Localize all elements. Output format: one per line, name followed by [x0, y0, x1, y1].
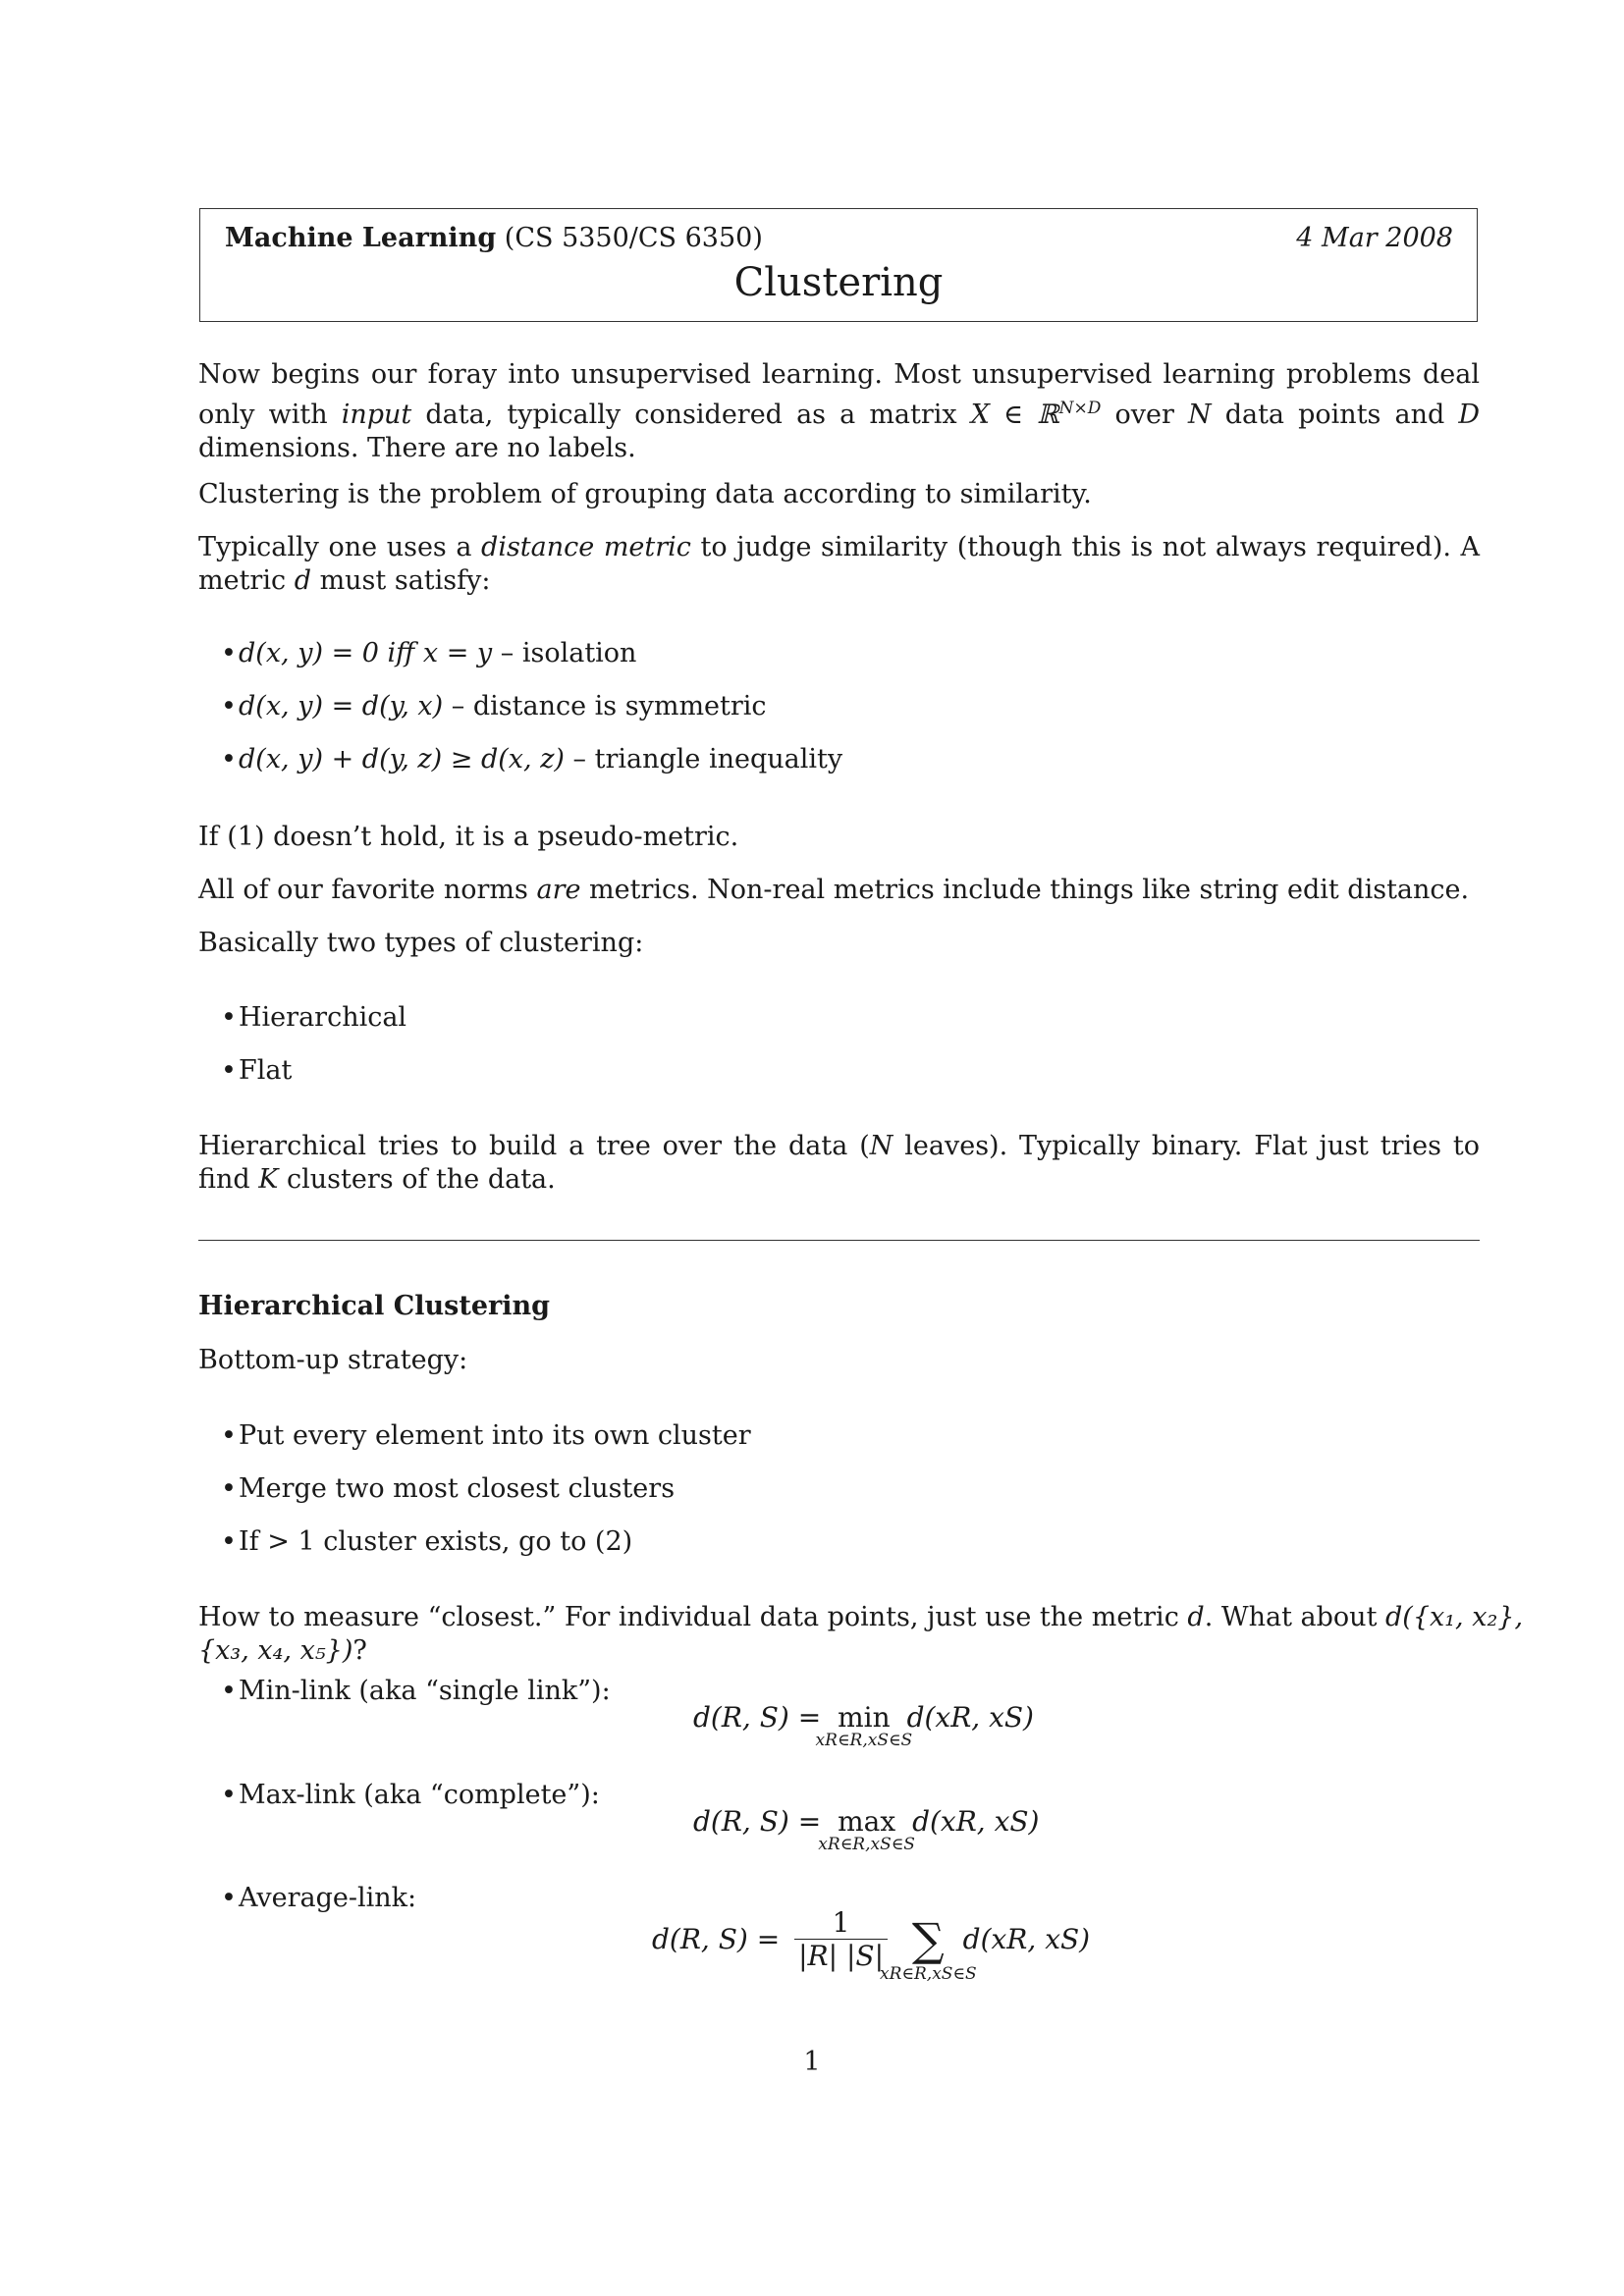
intro-paragraph: Now begins our foray into unsupervised learning. Most unsupervised learning problems deal only with input data, typically considered as a matrix X ∈ ℝ$^{N\times D}$ over N data points and D dimensions. There are no labels.	[198, 359, 1481, 463]
course-code: (CS 5350/CS 6350)	[504, 223, 763, 253]
min-link-formula: d(R, S) = min xR∈R,xS∈S d(xR, xS)	[693, 1701, 1034, 1750]
metric-property-list-item: • d(x, y) = d(y, x) – distance is symmetric	[239, 691, 767, 721]
fraction: $\frac{1}{|R| |S|}$	[794, 1906, 888, 1972]
page-number: 1	[803, 2047, 821, 2077]
type-list-item: • Flat	[239, 1055, 292, 1086]
types-intro: Basically two types of clustering:	[198, 928, 644, 958]
course-name	[225, 223, 763, 253]
metric-property-list-item: • d(x, y) + d(y, z) ≥ d(x, z) – triangle inequality	[239, 744, 842, 774]
math-set-distance: d({x₁, x₂}, {x₃, x₄, x₅})	[198, 1602, 1524, 1666]
linkage-label: • Max-link (aka “complete”):	[239, 1780, 600, 1810]
clustering-definition: Clustering is the problem of grouping data according to similarity.	[198, 479, 1092, 509]
math-matrix: X ∈ ℝ	[970, 400, 1059, 430]
page-title: Clustering	[733, 260, 944, 305]
average-link-formula: d(R, S) = $\frac{1}{|R| |S|}$ ∑ xR∈R,xS∈S d(xR, xS)	[652, 1906, 1091, 1984]
linkage-label: • Average-link:	[239, 1883, 416, 1913]
step-list-item: • If > 1 cluster exists, go to (2)	[239, 1526, 632, 1557]
closest-paragraph: How to measure “closest.” For individual data points, just use the metric d. What about d({x₁, x₂}, {x₃, x₄, x₅})?	[198, 1602, 1524, 1666]
max-link-formula: d(R, S) = max xR∈R,xS∈S d(xR, xS)	[693, 1805, 1040, 1854]
section-divider	[198, 1240, 1480, 1241]
section-heading: Hierarchical Clustering	[198, 1291, 551, 1321]
pseudo-metric-paragraph: If (1) doesn’t hold, it is a pseudo-metric.	[198, 822, 739, 852]
norms-paragraph: All of our favorite norms are metrics. Non-real metrics include things like string edit distance.	[198, 875, 1470, 905]
linkage-label: • Min-link (aka “single link”):	[239, 1676, 611, 1706]
metric-property-list-item: • d(x, y) = 0 iff x = y – isolation	[239, 638, 636, 668]
metric-paragraph: Typically one uses a distance metric to judge similarity (though this is not always required). A metric d must satisfy:	[198, 532, 1481, 596]
course-title: Machine Learning	[225, 223, 497, 253]
strategy-label: Bottom-up strategy:	[198, 1345, 468, 1375]
lecture-date: 4 Mar 2008	[1296, 223, 1453, 253]
step-list-item: • Put every element into its own cluster	[239, 1420, 751, 1451]
step-list-item: • Merge two most closest clusters	[239, 1473, 675, 1504]
header-box	[199, 208, 1478, 322]
hierarchical-flat-paragraph: Hierarchical tries to build a tree over the data (N leaves). Typically binary. Flat just tries to find K clusters of the data.	[198, 1131, 1480, 1195]
type-list-item: • Hierarchical	[239, 1002, 406, 1033]
